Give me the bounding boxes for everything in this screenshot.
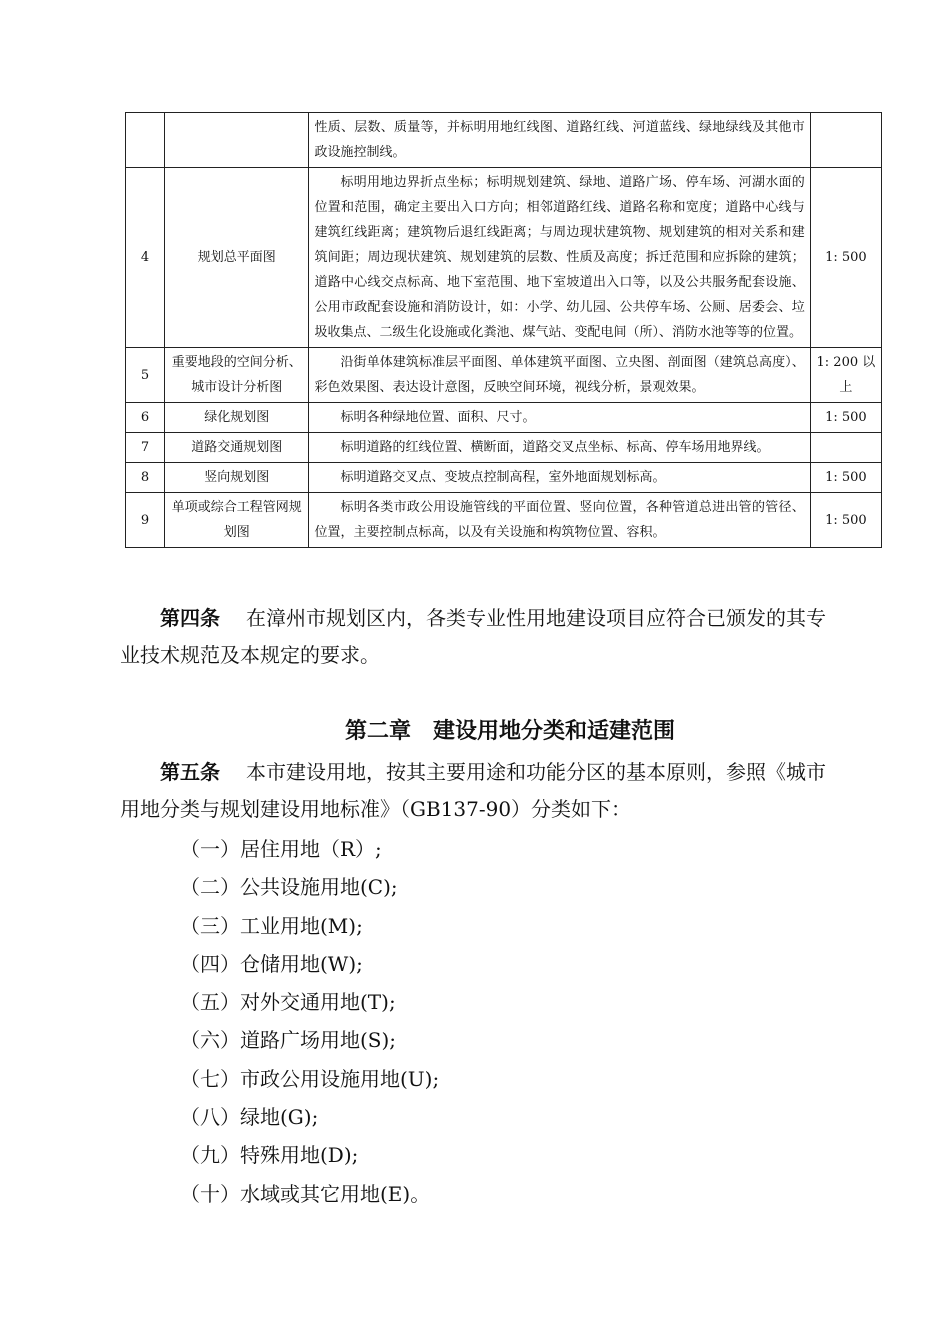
article-text: 在漳州市规划区内，各类专业性用地建设项目应符合已颁发的其专业技术规范及本规定的要求。 xyxy=(120,606,826,667)
row-number: 7 xyxy=(126,433,165,463)
list-item: （三）工业用地(M); xyxy=(180,913,363,938)
drawing-scale xyxy=(810,113,881,168)
row-number: 6 xyxy=(126,403,165,433)
list-item: （八）绿地(G); xyxy=(180,1105,319,1130)
list-item: （二）公共设施用地(C); xyxy=(180,875,398,900)
requirements-table xyxy=(125,112,882,548)
description-text: 标明道路的红线位置、横断面，道路交叉点坐标、标高、停车场用地界线。 xyxy=(340,440,770,455)
row-number: 8 xyxy=(126,463,165,493)
drawing-name: 重要地段的空间分析、城市设计分析图 xyxy=(165,348,309,403)
drawing-scale: 1: 500 xyxy=(810,463,881,493)
article-text: 本市建设用地，按其主要用途和功能分区的基本原则，参照《城市用地分类与规划建设用地标准》（GB137-90）分类如下： xyxy=(120,760,826,821)
description-text: 沿街单体建筑标准层平面图、单体建筑平面图、立央图、剖面图（建筑总高度）、彩色效果图、表达设计意图，反映空间环境，视线分析，景观效果。 xyxy=(314,355,805,395)
drawing-name: 绿化规划图 xyxy=(165,403,309,433)
drawing-description xyxy=(309,348,810,403)
drawing-scale: 1: 500 xyxy=(810,403,881,433)
description-text: 标明用地边界折点坐标；标明规划建筑、绿地、道路广场、停车场、河湖水面的位置和范围，确定主要出入口方向；相邻道路红线、道路名称和宽度；道路中心线与建筑红线距离；建筑物后退红线距离；与周边现状建筑物、规划建筑的相对关系和建筑间距；周边现状建筑、规划建筑的层数、性质及高度；拆迁范围和应拆除的建筑；道路中心线交点标高、地下室范围、地下室坡道出入口等，以及公共服务配套设施、公用市政配套设施和消防设计，如：小学、幼儿园、公共停车场、公厕、居委会、垃圾收集点、二级生化设施或化粪池、煤气站、变配电间（所）、消防水池等等的位置。 xyxy=(314,175,805,340)
drawing-name: 单项或综合工程管网规划图 xyxy=(165,493,309,548)
drawing-scale: 1: 500 xyxy=(810,493,881,548)
drawing-name: 竖向规划图 xyxy=(165,463,309,493)
row-number: 4 xyxy=(126,168,165,348)
table-row xyxy=(126,433,882,463)
article-four xyxy=(120,600,832,674)
table-row xyxy=(126,493,882,548)
row-number: 9 xyxy=(126,493,165,548)
land-class-list xyxy=(180,830,439,1213)
table-row xyxy=(126,113,882,168)
drawing-description: 性质、层数、质量等，并标明用地红线图、道路红线、河道蓝线、绿地绿线及其他市政设施控制线。 xyxy=(309,113,810,168)
drawing-name: 规划总平面图 xyxy=(165,168,309,348)
article-label: 第五条 xyxy=(160,760,220,784)
table-row xyxy=(126,463,882,493)
drawing-name xyxy=(165,113,309,168)
list-item: （一）居住用地（R）; xyxy=(180,837,382,861)
article-five xyxy=(120,754,832,828)
article-label: 第四条 xyxy=(160,606,220,630)
list-item: （十）水域或其它用地(E)。 xyxy=(180,1181,431,1206)
list-item: （九）特殊用地(D); xyxy=(180,1143,359,1168)
chapter-title: 第二章 建设用地分类和适建范围 xyxy=(344,719,675,744)
description-text: 标明各种绿地位置、面积、尺寸。 xyxy=(340,410,536,425)
list-item: （五）对外交通用地(T); xyxy=(180,990,396,1015)
table-row xyxy=(126,168,882,348)
drawing-description xyxy=(309,463,810,493)
list-item: （四）仓储用地(W); xyxy=(180,951,363,976)
list-item: （七）市政公用设施用地(U); xyxy=(180,1066,440,1091)
drawing-scale: 1: 200 以上 xyxy=(810,348,881,403)
drawing-description xyxy=(309,168,810,348)
description-text: 标明各类市政公用设施管线的平面位置、竖向位置，各种管道总进出管的管径、位置，主要控制点标高，以及有关设施和构筑物位置、容积。 xyxy=(314,500,805,540)
drawing-scale xyxy=(810,433,881,463)
requirements-table-body xyxy=(126,113,882,548)
drawing-name: 道路交通规划图 xyxy=(165,433,309,463)
description-text: 标明道路交叉点、变坡点控制高程，室外地面规划标高。 xyxy=(340,470,666,485)
drawing-scale: 1: 500 xyxy=(810,168,881,348)
list-item: （六）道路广场用地(S); xyxy=(180,1028,397,1053)
row-number: 5 xyxy=(126,348,165,403)
drawing-description xyxy=(309,493,810,548)
drawing-description xyxy=(309,433,810,463)
drawing-description xyxy=(309,403,810,433)
table-row xyxy=(126,348,882,403)
row-number xyxy=(126,113,165,168)
table-row xyxy=(126,403,882,433)
